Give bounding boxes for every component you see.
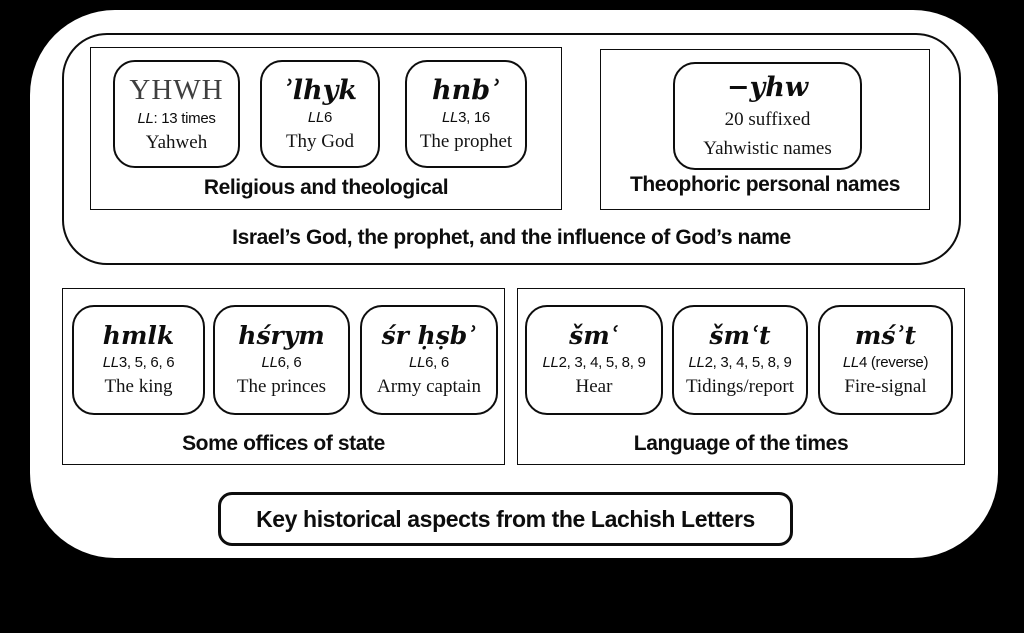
headword-shm: šmʿ <box>569 321 619 351</box>
theophoric-group-label: Theophoric personal names <box>629 173 901 196</box>
ref-shm: LL2, 3, 4, 5, 8, 9 <box>542 353 646 371</box>
religious-group-label: Religious and theological <box>203 176 449 199</box>
headword-mst: mśʾt <box>854 321 917 351</box>
offices-group-label: Some offices of state <box>182 432 385 455</box>
yhw-sub1: 20 suffixed <box>724 108 811 130</box>
headword-lhyk: ʾlhyk <box>282 74 358 106</box>
card-lhyk <box>260 60 380 168</box>
footer-title: Key historical aspects from the Lachish Letters <box>256 505 755 532</box>
card-sr-hsb <box>360 305 498 415</box>
headword-yhw: −yhw <box>726 71 809 103</box>
gloss-mst: Fire-signal <box>844 376 927 398</box>
diagram-panel <box>30 10 998 558</box>
ref-hmlk: LL3, 5, 6, 6 <box>102 353 175 371</box>
headword-shmt: šmʿt <box>709 321 771 351</box>
gloss-lhyk: Thy God <box>285 131 355 153</box>
headword-yhwh: YHWH <box>129 73 224 106</box>
ref-shmt: LL2, 3, 4, 5, 8, 9 <box>688 353 792 371</box>
ref-yhwh: LL: 13 times <box>137 110 216 128</box>
card-hmlk <box>72 305 205 415</box>
card-yhwh <box>113 60 240 168</box>
card-hnb <box>405 60 527 168</box>
card-shmt <box>672 305 808 415</box>
ref-lhyk: LL6 <box>307 108 333 126</box>
top-section-caption: Israel’s God, the prophet, and the influence of God’s name <box>232 226 791 249</box>
gloss-hnb: The prophet <box>419 131 513 153</box>
gloss-hsrym: The princes <box>236 376 327 398</box>
gloss-yhwh: Yahweh <box>145 132 208 154</box>
ref-hsrym: LL6, 6 <box>261 353 302 371</box>
gloss-shm: Hear <box>575 376 613 398</box>
yhw-sub2: Yahwistic names <box>703 137 832 159</box>
gloss-hmlk: The king <box>104 376 173 398</box>
card-mst <box>818 305 953 415</box>
ref-hnb: LL3, 16 <box>442 108 490 126</box>
footer-title-box <box>218 492 793 546</box>
gloss-sr-hsb: Army captain <box>377 376 481 398</box>
card-yhw <box>673 62 862 170</box>
card-hsrym <box>213 305 350 415</box>
ref-mst: LL4 (reverse) <box>842 353 929 371</box>
headword-hsrym: hśrym <box>238 321 325 351</box>
headword-sr-hsb: śr ḥṣbʾ <box>381 321 477 351</box>
headword-hmlk: hmlk <box>102 321 175 351</box>
ref-sr-hsb: LL6, 6 <box>409 353 449 371</box>
headword-hnb: hnbʾ <box>431 74 501 106</box>
language-group-label: Language of the times <box>633 432 849 455</box>
gloss-shmt: Tidings/report <box>685 376 795 398</box>
card-shm <box>525 305 663 415</box>
